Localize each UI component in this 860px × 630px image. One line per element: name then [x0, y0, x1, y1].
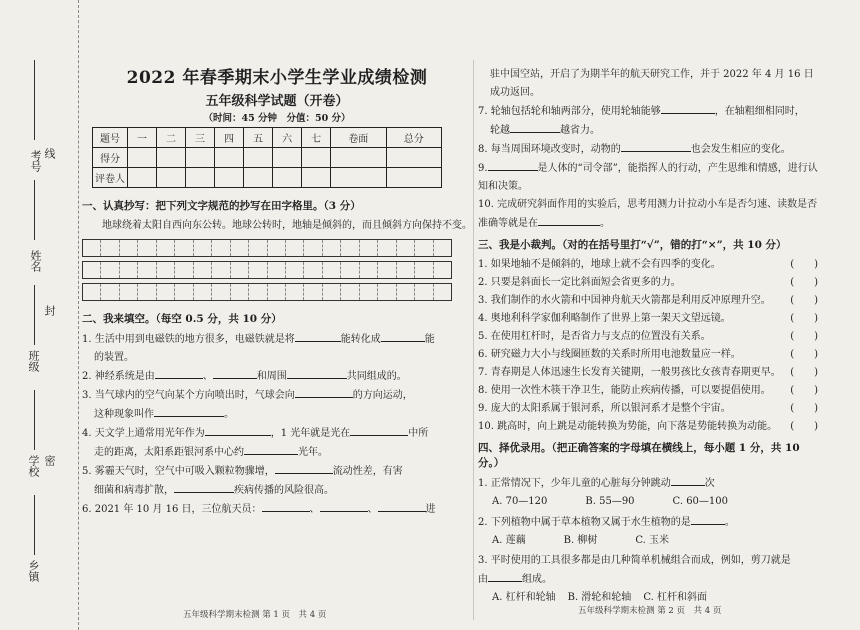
fill-question-2: 2. 神经系统是由 、 和周围 共同组成的。 [82, 367, 472, 386]
answer-blank[interactable] [295, 386, 353, 398]
page1-footer: 五年级科学期末检测 第 1 页 共 4 页 [183, 610, 327, 620]
page2-footer: 五年级科学期末检测 第 2 页 共 4 页 [578, 606, 722, 616]
answer-blank[interactable] [244, 443, 298, 455]
answer-parentheses[interactable]: ( ) [790, 421, 818, 432]
score-cell[interactable] [157, 148, 186, 168]
fill-question-3-cont: 这种现象叫作 。 [82, 405, 472, 424]
score-cell[interactable] [186, 168, 215, 188]
grid-row[interactable] [82, 239, 452, 257]
score-cell[interactable] [244, 148, 273, 168]
option-c: C. 杠杆和斜面 [643, 592, 707, 603]
score-table-header [93, 128, 442, 148]
score-header-cell: 七 [302, 128, 331, 148]
score-cell[interactable] [273, 148, 302, 168]
margin-label-town: 乡镇 [27, 560, 40, 582]
true-false-text: 4. 奥地利科学家伽利略制作了世界上第一架天文望远镜。 [478, 313, 731, 324]
answer-parentheses[interactable]: ( ) [790, 277, 818, 288]
score-cell[interactable] [128, 168, 157, 188]
section1-title: 一、认真抄写：把下列文字规范的抄写在田字格里。（3 分） [82, 200, 361, 212]
fill-question-6: 6. 2021 年 10 月 16 日，三位航天员： 、 、 进 [82, 500, 472, 519]
margin-line [34, 180, 35, 240]
fill-question-1: 1. 生活中用到电磁铁的地方很多，电磁铁就是将 能转化成 能 [82, 330, 472, 349]
answer-blank[interactable] [488, 570, 522, 582]
fill-question-7-cont: 轮越 越省力。 [478, 121, 818, 140]
score-cell[interactable] [157, 168, 186, 188]
answer-blank[interactable] [488, 159, 538, 171]
score-header-cell: 五 [244, 128, 273, 148]
answer-parentheses[interactable]: ( ) [790, 349, 818, 360]
margin-label-school: 学校 [27, 455, 40, 477]
answer-blank[interactable] [378, 500, 426, 512]
section2-title: 二、我来填空。（每空 0.5 分，共 10 分） [82, 313, 282, 325]
answer-blank[interactable] [262, 500, 310, 512]
option-b: B. 柳树 [563, 535, 598, 546]
binding-margin [0, 0, 79, 630]
answer-blank[interactable] [174, 481, 234, 493]
score-header-cell: 六 [273, 128, 302, 148]
margin-label-secret: 密 [43, 455, 56, 466]
fill-question-1-cont: 的装置。 [94, 352, 134, 363]
answer-blank[interactable] [155, 367, 203, 379]
answer-parentheses[interactable]: ( ) [790, 313, 818, 324]
time-info: （时间：45 分钟 分值：50 分） [203, 113, 351, 124]
answer-parentheses[interactable]: ( ) [790, 259, 818, 270]
score-header-cell: 卷面 [331, 128, 386, 148]
score-cell[interactable] [302, 148, 331, 168]
score-table [92, 127, 442, 188]
fill-question-3: 3. 当气球内的空气向某个方向喷出时，气球会向 的方向运动， [82, 386, 472, 405]
answer-parentheses[interactable]: ( ) [790, 367, 818, 378]
score-cell[interactable] [128, 148, 157, 168]
grader-row [93, 168, 442, 188]
answer-parentheses[interactable]: ( ) [790, 403, 818, 414]
choice-question-1: 1. 正常情况下，少年儿童的心脏每分钟跳动 次 [478, 474, 818, 493]
answer-blank[interactable] [661, 102, 715, 114]
copy-grid[interactable] [82, 239, 452, 301]
score-cell[interactable] [215, 148, 244, 168]
answer-blank[interactable] [154, 405, 224, 417]
answer-blank[interactable] [510, 121, 560, 133]
true-false-item [478, 400, 818, 418]
true-false-item [478, 256, 818, 274]
score-row-label: 评卷人 [93, 168, 128, 188]
option-b: B. 55—90 [585, 496, 635, 507]
grid-row[interactable] [82, 261, 452, 279]
margin-line [34, 285, 35, 345]
option-c: C. 玉米 [635, 535, 669, 546]
score-cell[interactable] [244, 168, 273, 188]
answer-blank[interactable] [538, 214, 600, 226]
true-false-item [478, 382, 818, 400]
true-false-item [478, 292, 818, 310]
true-false-item [478, 274, 818, 292]
exam-title: 2022 年春季期末小学生学业成绩检测 [126, 68, 428, 88]
score-cell[interactable] [386, 168, 441, 188]
answer-blank[interactable] [671, 474, 705, 486]
margin-line [34, 60, 35, 140]
page-two [478, 66, 818, 626]
answer-blank[interactable] [287, 367, 347, 379]
option-a: A. 莲藕 [492, 535, 526, 546]
true-false-text: 3. 我们制作的水火箭和中国神舟航天火箭都是利用反冲原理升空。 [478, 295, 771, 306]
answer-blank[interactable] [621, 140, 691, 152]
margin-label-exam-no: 考号 [29, 150, 42, 172]
true-false-text: 6. 研究磁力大小与线圈匝数的关系时所用电池数量应一样。 [478, 349, 741, 360]
answer-blank[interactable] [295, 330, 341, 342]
fill-question-4-cont: 走的距离，太阳系距银河系中心约 光年。 [82, 443, 472, 462]
true-false-text: 2. 只要是斜面长一定比斜面短会省更多的力。 [478, 277, 681, 288]
fill-question-7: 7. 轮轴包括轮和轴两部分，使用轮轴能够 ，在轴粗细相同时， [478, 102, 818, 121]
option-a: A. 70—120 [492, 496, 548, 507]
score-header-cell: 总分 [386, 128, 441, 148]
fill-question-6-cont: 驻中国空站，开启了为期半年的航天研究工作，并于 2022 年 4 月 16 日成功返回。 [490, 69, 814, 98]
fill-question-10: 10. 完成研究斜面作用的实验后，思考用测力计拉动小车是否匀速、读数是否准确等就是在 。 [478, 199, 818, 229]
true-false-item [478, 328, 818, 346]
fill-question-5: 5. 雾霾天气时，空气中可吸入颗粒物骤增， 流动性差，有害 [82, 462, 472, 481]
score-header-cell: 二 [157, 128, 186, 148]
fill-question-9: 9. 是人体的“司令部”，能指挥人的行动，产生思维和情感，进行认知和决策。 [478, 159, 818, 196]
answer-blank[interactable] [205, 424, 271, 436]
page-divider [473, 60, 474, 620]
true-false-text: 8. 使用一次性木筷干净卫生，能防止疾病传播，可以要提倡使用。 [478, 385, 771, 396]
true-false-item [478, 364, 818, 382]
score-row [93, 148, 442, 168]
true-false-list [478, 256, 818, 436]
answer-parentheses[interactable]: ( ) [790, 385, 818, 396]
option-a: A. 杠杆和轮轴 [492, 592, 556, 603]
choice-options-2 [492, 532, 818, 550]
margin-label-line: 线 [43, 148, 56, 159]
true-false-item [478, 346, 818, 364]
page-one [82, 55, 472, 625]
score-cell[interactable] [302, 168, 331, 188]
section4-title: 四、择优录用。（把正确答案的字母填在横线上，每小题 1 分，共 10 分。） [478, 442, 800, 469]
option-b: B. 滑轮和轮轴 [567, 592, 632, 603]
option-c: C. 60—100 [672, 496, 729, 507]
answer-blank[interactable] [350, 424, 408, 436]
choice-options-1 [492, 493, 818, 511]
score-cell[interactable] [186, 148, 215, 168]
score-cell[interactable] [273, 168, 302, 188]
true-false-text: 5. 在使用杠杆时，是否省力与支点的位置没有关系。 [478, 331, 711, 342]
score-cell[interactable] [386, 148, 441, 168]
answer-blank[interactable] [381, 330, 425, 342]
answer-parentheses[interactable]: ( ) [790, 331, 818, 342]
answer-blank[interactable] [213, 367, 257, 379]
section3-title: 三、我是小裁判。（对的在括号里打“√”，错的打“×”，共 10 分） [478, 239, 787, 251]
exam-subtitle: 五年级科学试题（开卷） [205, 94, 349, 109]
choice-question-3: 3. 平时使用的工具很多都是由几种简单机械组合而成，例如，剪刀就是 [478, 555, 791, 566]
choice-question-2: 2. 下列植物中属于草本植物又属于水生植物的是 。 [478, 513, 818, 532]
true-false-item [478, 418, 818, 436]
true-false-text: 1. 如果地轴不是倾斜的，地球上就不会有四季的变化。 [478, 259, 721, 270]
score-header-cell: 题号 [93, 128, 128, 148]
margin-label-class: 班级 [27, 350, 40, 372]
fill-question-5-cont: 细菌和病毒扩散， 疾病传播的风险很高。 [82, 481, 472, 500]
answer-blank[interactable] [275, 462, 333, 474]
score-header-cell: 三 [186, 128, 215, 148]
score-header-cell: 四 [215, 128, 244, 148]
true-false-item [478, 310, 818, 328]
score-cell[interactable] [331, 168, 386, 188]
margin-line [34, 495, 35, 555]
section1-text: 地球绕着太阳自西向东公转。地球公转时，地轴是倾斜的，而且倾斜方向保持不变。 [102, 220, 472, 231]
margin-label-seal: 封 [43, 305, 56, 316]
margin-line [34, 390, 35, 450]
true-false-text: 10. 跳高时，向上跳是动能转换为势能，向下落是势能转换为动能。 [478, 421, 778, 432]
choice-question-3-cont: 由 组成。 [478, 570, 818, 589]
true-false-text: 7. 青春期是人体迅速生长发育关键期，一般男孩比女孩青春期更早。 [478, 367, 781, 378]
score-header-cell: 一 [128, 128, 157, 148]
fill-question-4: 4. 天文学上通常用光年作为 ，1 光年就是光在 中所 [82, 424, 472, 443]
answer-blank[interactable] [691, 513, 725, 525]
true-false-text: 9. 庞大的太阳系属于银河系，所以银河系才是整个宇宙。 [478, 403, 731, 414]
answer-parentheses[interactable]: ( ) [790, 295, 818, 306]
score-row-label: 得分 [93, 148, 128, 168]
score-cell[interactable] [331, 148, 386, 168]
answer-blank[interactable] [320, 500, 368, 512]
grid-row[interactable] [82, 283, 452, 301]
fill-question-8: 8. 每当周围环境改变时，动物的 也会发生相应的变化。 [478, 140, 818, 159]
score-cell[interactable] [215, 168, 244, 188]
margin-label-name: 姓名 [29, 250, 42, 272]
